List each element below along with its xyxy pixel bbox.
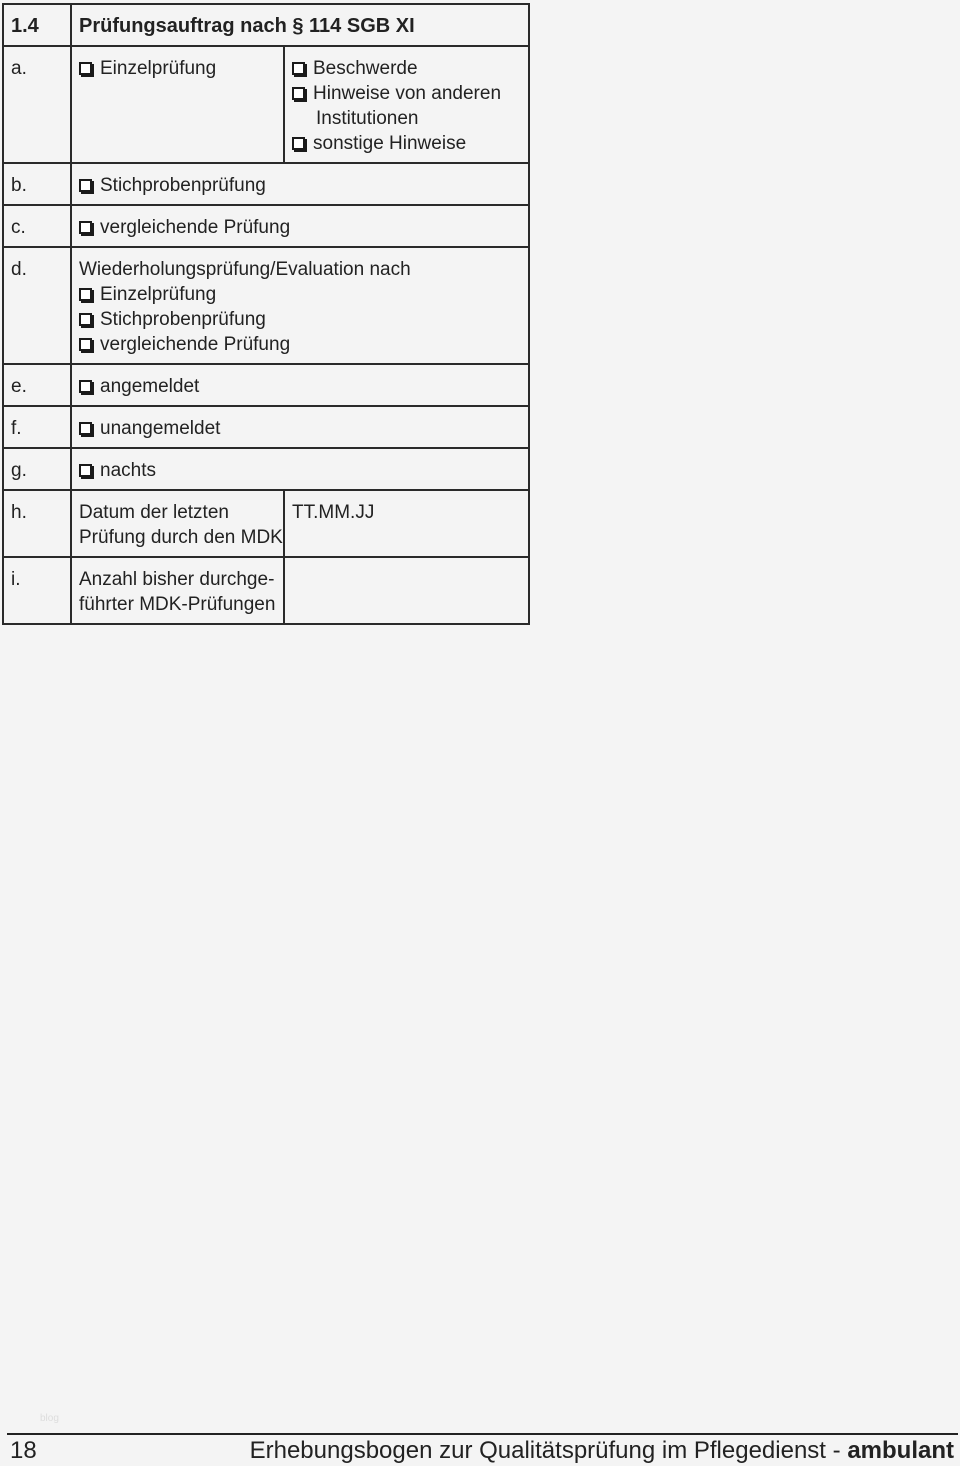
row-i-text-line2: führter MDK-Prüfungen bbox=[79, 594, 276, 615]
checkbox-icon[interactable] bbox=[79, 288, 92, 301]
footer-title: Erhebungsbogen zur Qualitätsprüfung im Pflegedienst - ambulant bbox=[249, 1437, 954, 1464]
row-i-text-line1: Anzahl bisher durchge- bbox=[79, 569, 275, 590]
table-row-c bbox=[3, 205, 529, 247]
footer-divider bbox=[7, 1433, 958, 1435]
row-label-e: e. bbox=[3, 364, 71, 406]
row-label-d: d. bbox=[3, 247, 71, 364]
table-row-h bbox=[3, 490, 529, 557]
row-label-g: g. bbox=[3, 448, 71, 490]
option-beschwerde[interactable]: Beschwerde bbox=[292, 56, 521, 81]
row-label-a: a. bbox=[3, 46, 71, 163]
checkbox-icon[interactable] bbox=[292, 137, 305, 150]
row-a-options-left bbox=[71, 46, 284, 163]
section-number: 1.4 bbox=[3, 4, 71, 46]
checkbox-icon[interactable] bbox=[79, 464, 92, 477]
option-angemeldet[interactable]: angemeldet bbox=[79, 374, 521, 399]
table-row-d bbox=[3, 247, 529, 364]
option-wiederholung-vergleichende-pruefung[interactable]: vergleichende Prüfung bbox=[79, 332, 521, 357]
checkbox-icon[interactable] bbox=[79, 422, 92, 435]
page-number: 18 bbox=[10, 1437, 37, 1464]
row-a-options-right bbox=[284, 46, 529, 163]
row-label-i: i. bbox=[3, 557, 71, 624]
row-label-c: c. bbox=[3, 205, 71, 247]
checkbox-icon[interactable] bbox=[79, 62, 92, 75]
table-row-b bbox=[3, 163, 529, 205]
checkbox-icon[interactable] bbox=[292, 62, 305, 75]
option-vergleichende-pruefung[interactable]: vergleichende Prüfung bbox=[79, 215, 521, 240]
checkbox-icon[interactable] bbox=[79, 313, 92, 326]
row-h-text-line1: Datum der letzten bbox=[79, 502, 229, 523]
option-unangemeldet[interactable]: unangemeldet bbox=[79, 416, 521, 441]
footer-title-bold: ambulant bbox=[847, 1437, 954, 1464]
row-d-heading: Wiederholungsprüfung/Evaluation nach bbox=[79, 259, 411, 280]
watermark: blog bbox=[40, 1413, 59, 1424]
option-nachts[interactable]: nachts bbox=[79, 458, 521, 483]
section-title: Prüfungsauftrag nach § 114 SGB XI bbox=[71, 4, 529, 46]
row-label-f: f. bbox=[3, 406, 71, 448]
table-row-f bbox=[3, 406, 529, 448]
option-sonstige-hinweise[interactable]: sonstige Hinweise bbox=[292, 131, 521, 156]
checkbox-icon[interactable] bbox=[292, 87, 305, 100]
table-row-i bbox=[3, 557, 529, 624]
option-einzelpruefung[interactable]: Einzelprüfung bbox=[79, 56, 276, 81]
checkbox-icon[interactable] bbox=[79, 221, 92, 234]
table-row-e bbox=[3, 364, 529, 406]
option-hinweise-continuation: Institutionen bbox=[316, 108, 419, 129]
row-h-text-line2: Prüfung durch den MDK bbox=[79, 527, 283, 548]
checkbox-icon[interactable] bbox=[79, 380, 92, 393]
section-header-row bbox=[3, 4, 529, 46]
table-row-g bbox=[3, 448, 529, 490]
option-hinweise-andere-institutionen[interactable]: Hinweise von anderen bbox=[292, 81, 521, 106]
table-row-a bbox=[3, 46, 529, 163]
row-label-h: h. bbox=[3, 490, 71, 557]
option-wiederholung-stichprobenpruefung[interactable]: Stichprobenprüfung bbox=[79, 307, 521, 332]
inspection-form-table bbox=[2, 3, 530, 625]
last-inspection-date-field[interactable]: TT.MM.JJ bbox=[284, 490, 529, 557]
option-wiederholung-einzelpruefung[interactable]: Einzelprüfung bbox=[79, 282, 521, 307]
row-label-b: b. bbox=[3, 163, 71, 205]
inspection-count-field[interactable] bbox=[284, 557, 529, 624]
checkbox-icon[interactable] bbox=[79, 179, 92, 192]
checkbox-icon[interactable] bbox=[79, 338, 92, 351]
option-stichprobenpruefung[interactable]: Stichprobenprüfung bbox=[79, 173, 521, 198]
